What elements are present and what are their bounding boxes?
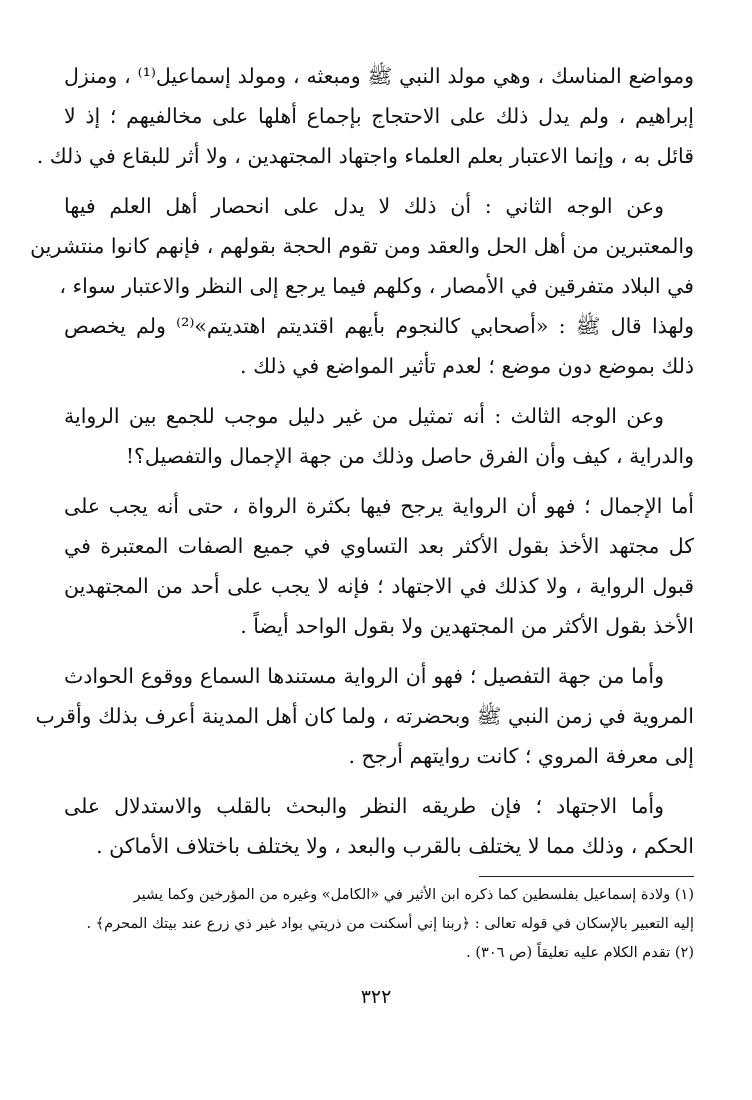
footnotes [64, 876, 694, 968]
text-line: في البلاد متفرقين في الأمصار ، وكلهم فيما يرجع إلى النظر والاعتبار سواء ، [59, 274, 694, 298]
paragraph-2 [30, 186, 694, 386]
page-number: ٣٢٢ [360, 986, 392, 1008]
paragraph-6 [64, 786, 694, 866]
footnote-2: (٢) تقدم الكلام عليه تعليقاً (ص ٣٠٦) . [466, 945, 694, 961]
text-line: ومواضع المناسك ، وهي مولد النبي ﷺ ومبعثه ، ومولد إسماعيل⁽¹⁾ ، ومنزل [64, 64, 694, 88]
paragraph-5 [35, 656, 694, 776]
text-line: قائل به ، وإنما الاعتبار بعلم العلماء واجتهاد المجتهدين ، ولا أثر للبقاع في ذلك . [36, 144, 694, 168]
text-line: وأما الاجتهاد ؛ فإن طريقه النظر والبحث بالقلب والاستدلال على [64, 794, 664, 818]
main-text [30, 56, 694, 866]
text-line: الحكم ، وذلك مما لا يختلف بالقرب والبعد ، ولا يختلف باختلاف الأماكن . [96, 834, 694, 858]
text-line: المروية في زمن النبي ﷺ وبحضرته ، ولما كان أهل المدينة أعرف بذلك وأقرب [35, 704, 694, 728]
text-line: أما الإجمال ؛ فهو أن الرواية يرجح فيها بكثرة الرواة ، حتى أنه يجب على [64, 494, 694, 518]
text-line: والدراية ، كيف وأن الفرق حاصل وذلك من جهة الإجمال والتفصيل؟! [125, 444, 694, 468]
text-line: إلى معرفة المروي ؛ كانت روايتهم أرجح . [348, 744, 694, 768]
paragraph-1 [36, 56, 694, 176]
footnote-1: (١) ولادة إسماعيل بفلسطين كما ذكره ابن الأثير في «الكامل» وغيره من المؤرخين وكما يشير [133, 887, 694, 903]
paragraph-3 [64, 396, 694, 476]
paragraph-4 [64, 486, 694, 646]
footnote-1-continued: إليه التعبير بالإسكان في قوله تعالى : ﴿ربنا إني أسكنت من ذريتي بواد غير ذي زرع عند بيتك المحرم﴾ . [86, 916, 694, 932]
text-line: إبراهيم ، ولم يدل ذلك على الاحتجاج بإجماع أهلها على مخالفيهم ؛ إذ لا [64, 104, 694, 128]
text-line: الأخذ بقول الأكثر من المجتهدين ولا بقول الواحد أيضاً . [240, 614, 694, 638]
text-line: كل مجتهد الأخذ بقول الأكثر بعد التساوي في جميع الصفات المعتبرة في [64, 534, 694, 558]
text-line: والمعتبرين من أهل الحل والعقد ومن تقوم الحجة بقولهم ، فإنهم كانوا منتشرين [30, 234, 694, 258]
text-line: وعن الوجه الثالث : أنه تمثيل من غير دليل موجب للجمع بين الرواية [64, 404, 664, 428]
text-line: قبول الرواية ، ولا كذلك في الاجتهاد ؛ فإنه لا يجب على أحد من المجتهدين [64, 574, 694, 598]
text-line: ذلك بموضع دون موضع ؛ لعدم تأثير المواضع في ذلك . [240, 354, 694, 378]
text-line: ولهذا قال ﷺ : «أصحابي كالنجوم بأيهم اقتديتم اهتديتم»⁽²⁾ ولم يخصص [64, 314, 694, 338]
text-line: وعن الوجه الثاني : أن ذلك لا يدل على انحصار أهل العلم فيها [64, 194, 664, 218]
footnote-divider [479, 876, 694, 877]
text-line: وأما من جهة التفصيل ؛ فهو أن الرواية مستندها السماع ووقوع الحوادث [64, 664, 664, 688]
